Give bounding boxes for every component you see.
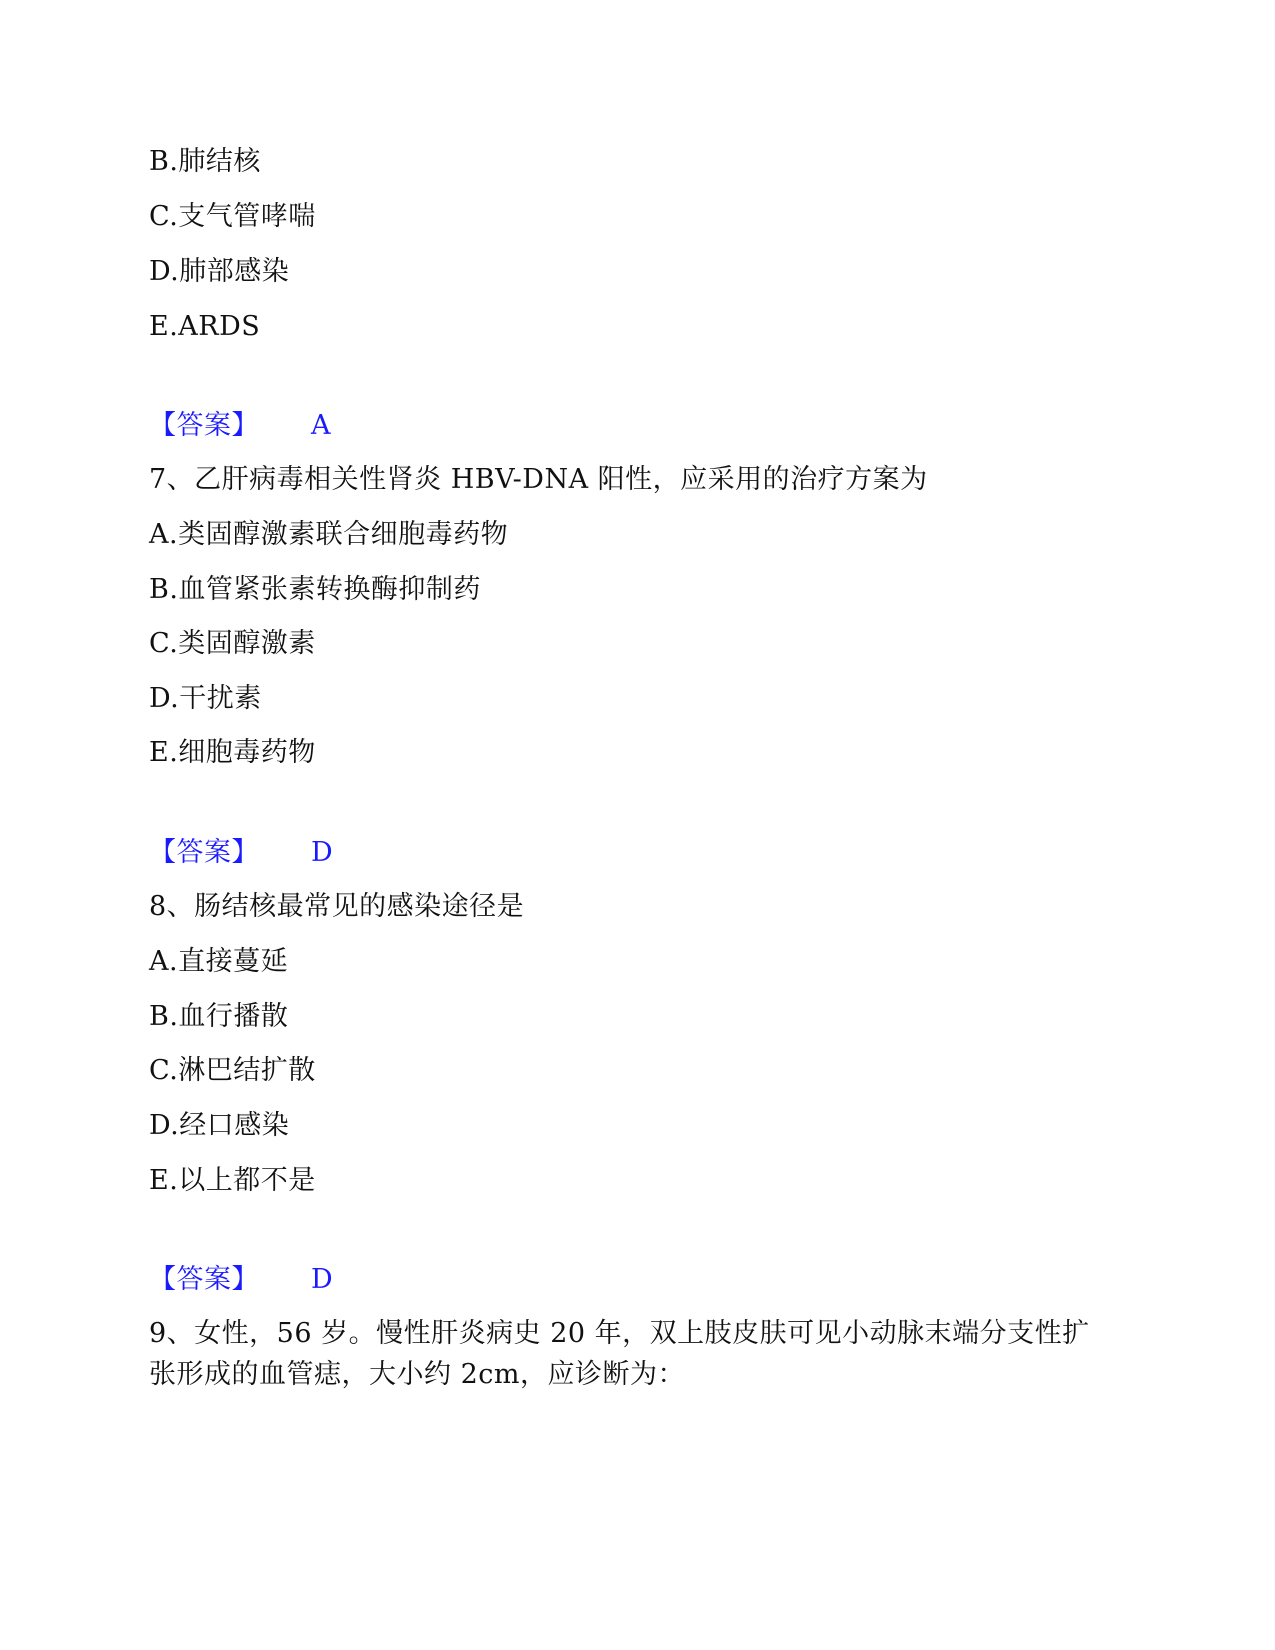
- q6-option-b: B.肺结核: [149, 146, 261, 177]
- q6-answer-label: 【答案】: [149, 410, 259, 441]
- q7-option-b: B.血管紧张素转换酶抑制药: [149, 574, 481, 605]
- q6-option-d: D.肺部感染: [149, 256, 290, 287]
- q9-stem-line1: 9、女性，56 岁。慢性肝炎病史 20 年，双上肢皮肤可见小动脉末端分支性扩: [149, 1318, 1090, 1349]
- q6-answer-value: A: [311, 410, 331, 441]
- q8-option-d: D.经口感染: [149, 1110, 290, 1141]
- q7-stem: 7、乙肝病毒相关性肾炎 HBV-DNA 阳性，应采用的治疗方案为: [149, 464, 928, 495]
- q8-stem: 8、肠结核最常见的感染途径是: [149, 891, 525, 922]
- q7-answer: [149, 833, 333, 873]
- q8-answer-label: 【答案】: [149, 1264, 259, 1295]
- q6-option-e: E.ARDS: [149, 311, 261, 342]
- q8-option-c: C.淋巴结扩散: [149, 1055, 316, 1086]
- q8-answer-value: D: [311, 1264, 334, 1295]
- q9-stem-line2: 张形成的血管痣，大小约 2cm，应诊断为：: [149, 1359, 685, 1390]
- q8-option-a: A.直接蔓延: [149, 946, 289, 977]
- q7-option-c: C.类固醇激素: [149, 628, 316, 659]
- q8-option-e: E.以上都不是: [149, 1165, 316, 1196]
- q8-answer: [149, 1260, 333, 1300]
- q7-option-a: A.类固醇激素联合细胞毒药物: [149, 519, 509, 550]
- q7-option-e: E.细胞毒药物: [149, 737, 316, 768]
- q8-option-b: B.血行播散: [149, 1001, 289, 1032]
- q7-answer-label: 【答案】: [149, 837, 259, 868]
- q6-option-c: C.支气管哮喘: [149, 201, 316, 232]
- q6-answer: [149, 406, 331, 446]
- q7-option-d: D.干扰素: [149, 683, 262, 714]
- q7-answer-value: D: [311, 837, 334, 868]
